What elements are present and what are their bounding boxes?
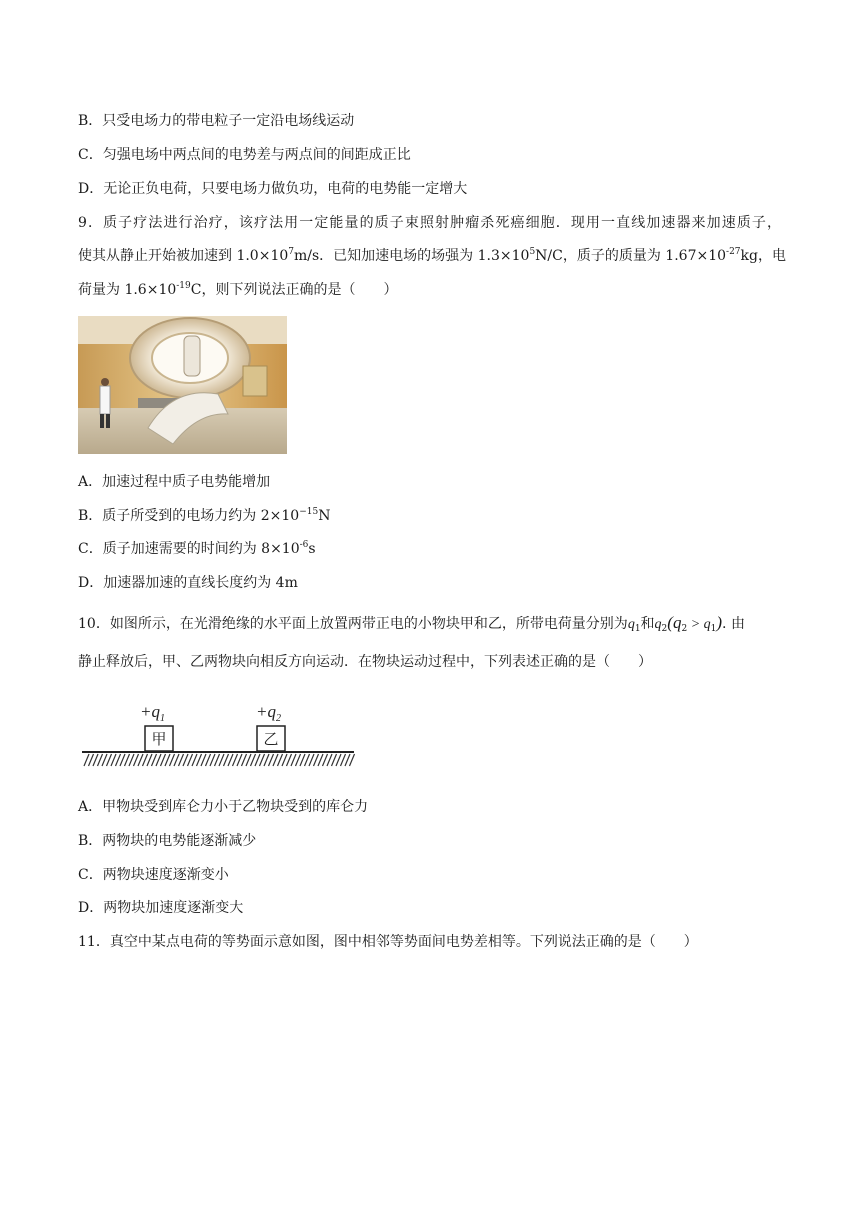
q9-option-c: C．质子加速需要的时间约为 $8\times 10^{-6}s$ xyxy=(78,540,316,557)
q10-stem-line-2: 静止释放后，甲、乙两物块向相反方向运动．在物块运动过程中，下列表述正确的是（ ） xyxy=(78,654,652,670)
q9-stem-line-1: 9．质子疗法进行治疗，该疗法用一定能量的质子束照射肿瘤杀死癌细胞．现用一直线加速器来加速质子， xyxy=(78,215,781,231)
q10-option-b: B．两物块的电势能逐渐减少 xyxy=(78,833,257,849)
q8-option-b: B．只受电场力的带电粒子一定沿电场线运动 xyxy=(78,113,355,129)
proton-therapy-photo xyxy=(78,316,287,454)
q9-stem-line-3: 荷量为 $1.6\times 10^{-19}C$，则下列说法正确的是（ ） xyxy=(78,281,398,298)
q9-option-d: D．加速器加速的直线长度约为 4m xyxy=(78,575,298,591)
ground-hatching xyxy=(84,754,355,766)
q9-option-b: B．质子所受到的电场力约为 $2\times 10^{-15}N$ xyxy=(78,507,331,524)
q10-option-c: C．两物块速度逐渐变小 xyxy=(78,867,229,883)
q10-stem-line-1: 10．如图所示，在光滑绝缘的水平面上放置两带正电的小物块甲和乙，所带电荷量分别为$q_1$和$q_2(q_2 > q_1)$. 由 xyxy=(78,613,745,634)
label-q2: $+q_2$ xyxy=(256,702,281,724)
q10-option-a: A．甲物块受到库仑力小于乙物块受到的库仑力 xyxy=(78,799,369,815)
q10-option-d: D．两物块加速度逐渐变大 xyxy=(78,900,244,916)
label-q1: $+q_1$ xyxy=(140,702,165,724)
block-yi-label: 乙 xyxy=(263,730,279,748)
q11-stem-line-1: 11．真空中某点电荷的等势面示意如图，图中相邻等势面间电势差相等。下列说法正确的是（ ） xyxy=(78,934,698,950)
block-jia-label: 甲 xyxy=(151,730,167,748)
charged-blocks-diagram xyxy=(78,695,363,775)
q9-stem-line-2: 使其从静止开始被加速到 $1.0\times 10^7m/s$．已知加速电场的场强为 $1.3\times 10^5N/C$，质子的质量为 $1.67\times 10^{-27}kg$，电 xyxy=(78,247,786,264)
q8-option-c: C．匀强电场中两点间的电势差与两点间的间距成正比 xyxy=(78,147,411,163)
q9-option-a: A．加速过程中质子电势能增加 xyxy=(78,474,271,490)
q8-option-d: D．无论正负电荷，只要电场力做负功，电荷的电势能一定增大 xyxy=(78,181,468,197)
